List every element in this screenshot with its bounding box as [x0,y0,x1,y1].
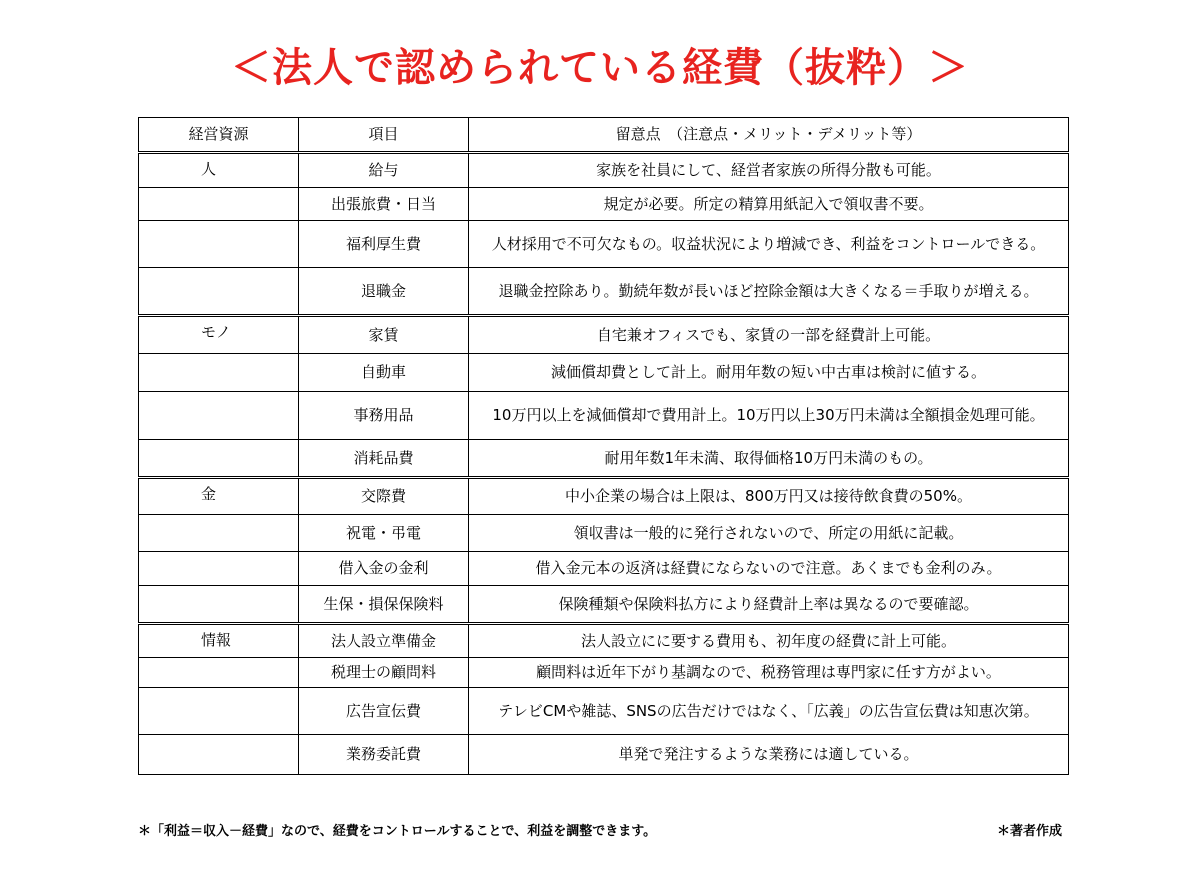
resource-cell [139,658,299,688]
header-note: 留意点 （注意点・メリット・デメリット等） [469,118,1069,153]
item-cell: 生保・損保保険料 [299,586,469,624]
table-row [139,552,1069,586]
note-cell: 自宅兼オフィスでも、家賃の一部を経費計上可能。 [469,316,1069,354]
table-row [139,392,1069,440]
resource-cell [139,735,299,775]
note-cell: 借入金元本の返済は経費にならないので注意。あくまでも金利のみ。 [469,552,1069,586]
note-cell: 減価償却費として計上。耐用年数の短い中古車は検討に値する。 [469,354,1069,392]
table-header-row [139,118,1069,153]
resource-cell: 情報 [139,624,299,658]
note-cell: 家族を社員にして、経営者家族の所得分散も可能。 [469,153,1069,188]
note-cell: 保険種類や保険料払方により経費計上率は異なるので要確認。 [469,586,1069,624]
item-cell: 広告宣伝費 [299,688,469,735]
table-row [139,688,1069,735]
header-resource: 経営資源 [139,118,299,153]
resource-cell [139,552,299,586]
resource-cell [139,221,299,268]
resource-cell: 人 [139,153,299,188]
table-body [139,153,1069,775]
item-cell: 法人設立準備金 [299,624,469,658]
resource-cell [139,688,299,735]
item-cell: 税理士の顧問料 [299,658,469,688]
note-cell: 耐用年数1年未満、取得価格10万円未満のもの。 [469,440,1069,478]
note-cell: 退職金控除あり。勤続年数が長いほど控除金額は大きくなる＝手取りが増える。 [469,268,1069,316]
resource-cell [139,268,299,316]
item-cell: 自動車 [299,354,469,392]
footnote-profit: ＊「利益＝収入－経費」なので、経費をコントロールすることで、利益を調整できます。 [138,824,657,839]
table-row [139,735,1069,775]
note-cell: 法人設立にに要する費用も、初年度の経費に計上可能。 [469,624,1069,658]
item-cell: 祝電・弔電 [299,515,469,552]
table-row [139,316,1069,354]
item-cell: 消耗品費 [299,440,469,478]
table-row [139,478,1069,515]
header-item: 項目 [299,118,469,153]
table-row [139,440,1069,478]
note-cell: 10万円以上を減価償却で費用計上。10万円以上30万円未満は全額損金処理可能。 [469,392,1069,440]
resource-cell [139,515,299,552]
table-row [139,153,1069,188]
table-row [139,624,1069,658]
table-row [139,515,1069,552]
resource-cell: モノ [139,316,299,354]
table-row [139,586,1069,624]
note-cell: 規定が必要。所定の精算用紙記入で領収書不要。 [469,188,1069,221]
table-row [139,221,1069,268]
item-cell: 給与 [299,153,469,188]
item-cell: 事務用品 [299,392,469,440]
resource-cell [139,586,299,624]
resource-cell: 金 [139,478,299,515]
note-cell: 中小企業の場合は上限は、800万円又は接待飲食費の50%。 [469,478,1069,515]
note-cell: 人材採用で不可欠なもの。収益状況により増減でき、利益をコントロールできる。 [469,221,1069,268]
resource-cell [139,354,299,392]
resource-cell [139,392,299,440]
note-cell: 顧問料は近年下がり基調なので、税務管理は専門家に任す方がよい。 [469,658,1069,688]
expense-table [138,117,1069,775]
table-row [139,268,1069,316]
table-row [139,354,1069,392]
page-title: ＜法人で認められている経費（抜粋）＞ [231,45,969,91]
item-cell: 交際費 [299,478,469,515]
note-cell: テレビCMや雑誌、SNSの広告だけではなく、「広義」の広告宣伝費は知恵次第。 [469,688,1069,735]
item-cell: 業務委託費 [299,735,469,775]
table-row [139,188,1069,221]
item-cell: 福利厚生費 [299,221,469,268]
item-cell: 退職金 [299,268,469,316]
resource-cell [139,188,299,221]
item-cell: 借入金の金利 [299,552,469,586]
note-cell: 単発で発注するような業務には適している。 [469,735,1069,775]
resource-cell [139,440,299,478]
item-cell: 出張旅費・日当 [299,188,469,221]
note-cell: 領収書は一般的に発行されないので、所定の用紙に記載。 [469,515,1069,552]
footnote-author: ＊著者作成 [996,824,1062,839]
table-row [139,658,1069,688]
item-cell: 家賃 [299,316,469,354]
